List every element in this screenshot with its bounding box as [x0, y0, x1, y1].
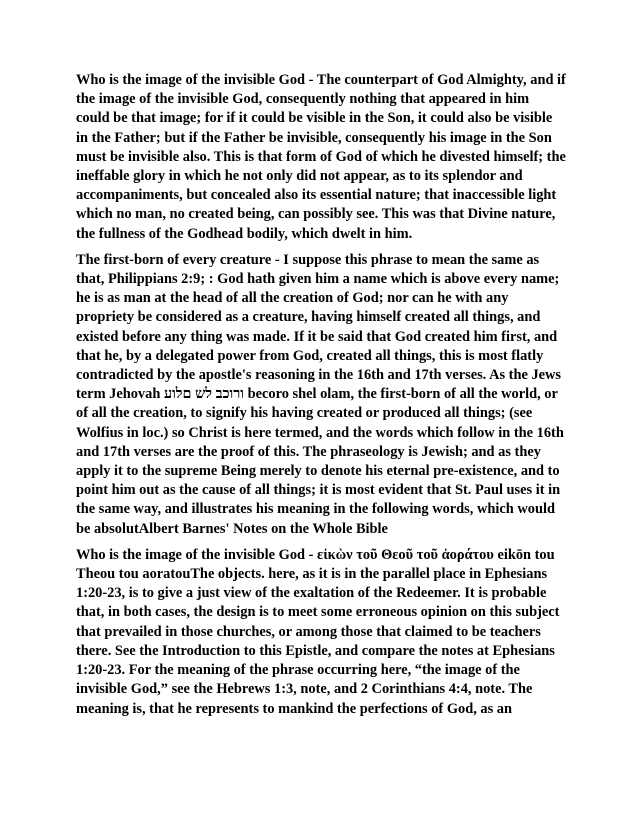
document-page	[76, 71, 566, 726]
commentary-paragraph-barnes-notes: Who is the image of the invisible God - εἰκὼν τοῦ Θεοῦ τοῦ ἀοράτου eikōn tou Theou tou aoratouThe objects. here, as it is in the parallel place in Ephesians 1:20-23, is to give a just view of the exaltation of the Redeemer. It is probable that, in both cases, the design is to meet some erroneous opinion on this subject that prevailed in those churches, or among those that claimed to be teachers there. See the Introduction to this Epistle, and compare the notes at Ephesians 1:20-23. For the meaning of the phrase occurring here, “the image of the invisible God,” see the Hebrews 1:3, note, and 2 Corinthians 4:4, note. The meaning is, that he represents to mankind the perfections of God, as an	[76, 546, 560, 717]
commentary-paragraph-image-of-god: Who is the image of the invisible God - The counterpart of God Almighty, and if the image of the invisible God, consequently nothing that appeared in him could be that image; for if it could be visible in the Son, it could also be visible in the Father; but if the Father be invisible, consequently his image in the Son must be invisible also. This is that form of God of which he divested himself; the ineffable glory in which he not only did not appear, as to its splendor and accompaniments, but concealed also its essential nature; that inaccessible light which no man, no created being, can possibly see. This was that Divine nature, the fullness of the Godhead bodily, which dwelt in him.	[76, 72, 566, 242]
commentary-paragraph-first-born: The first-born of every creature - I suppose this phrase to mean the same as that, Philippians 2:9; : God hath given him a name which is above every name; he is as man at the head of all the creation of God; nor can he with any propriety be considered as a creature, having himself created all things, and existed before any thing was made. If it be said that God created him first, and that he, by a delegated power from God, created all things, this is most flatly contradicted by the apostle's reasoning in the 16th and 17th verses. As the Jews term Jehovah ורוכב לש םלוע becoro shel olam, the first-born of all the world, or of all the creation, to signify his having created or produced all things; (see Wolfius in loc.) so Christ is here termed, and the words which follow in the 16th and 17th verses are the proof of this. The phraseology is Jewish; and as they apply it to the supreme Being merely to denote his eternal pre-existence, and to point him out as the cause of all things; it is most evident that St. Paul uses it in the same way, and illustrates his meaning in the following words, which would be absolutAlbert Barnes' Notes on the Whole Bible	[76, 251, 564, 537]
